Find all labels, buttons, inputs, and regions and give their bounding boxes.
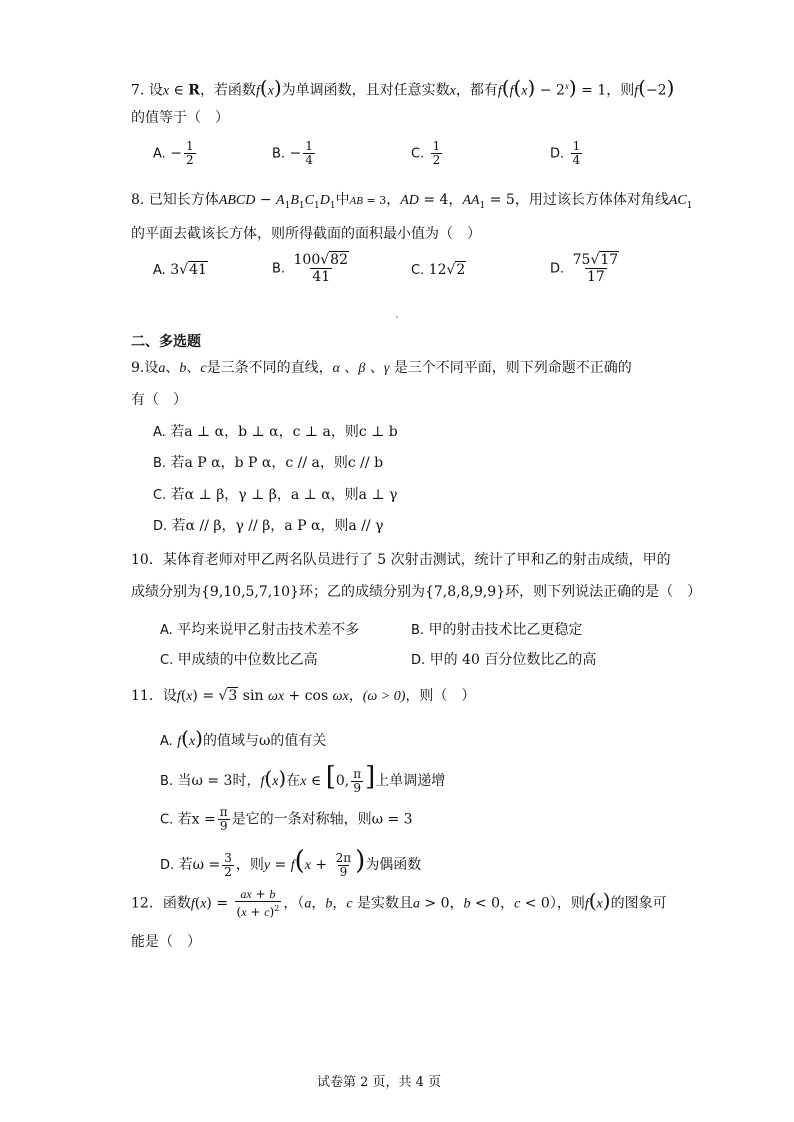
q10-line2: 成绩分别为{9,10,5,7,10}环；乙的成绩分别为{7,8,8,9,9}环，则下列说法正确的是（ ） (131, 584, 702, 600)
q12-line2: 能是（ ） (131, 934, 201, 950)
q11-option-c[interactable]: C. 若x = $\frac{\pi}{9}$ 是它的一条对称轴，则ω = 3 (160, 805, 413, 833)
q8-option-a[interactable]: A. 3√41 (153, 262, 207, 278)
q7-number: 7. (131, 82, 145, 99)
q8-option-b[interactable]: B. $\frac{100√82}{41}$ (272, 252, 348, 285)
q11-option-b[interactable]: B. 当ω = 3时，f(x)在x ∈ [0, $\frac{\pi}{9}$ ]上单调递增 (160, 762, 446, 795)
q10-option-a[interactable]: A. 平均来说甲乙射击技术差不多 (160, 622, 360, 638)
q8-option-c[interactable]: C. 12√2 (411, 262, 466, 278)
q8-line1: 8. 已知长方体ABCD − $A_1B_1C_1D_1$中AB = 3，AD = 4，$AA_1 = 5$，用过该长方体体对角线$AC_1$ (131, 192, 693, 211)
q8-line2: 的平面去截该长方体，则所得截面的面积最小值为（ ） (131, 226, 481, 242)
q7-option-b[interactable]: B. − $\frac{1}{4}$ (272, 139, 313, 167)
q9-option-b[interactable]: B. 若a P α，b P α，c // a，则c // b (153, 455, 384, 471)
q7-option-a[interactable]: A. − $\frac{1}{2}$ (153, 139, 194, 167)
q9-option-d[interactable]: D. 若α // β，γ // β，a P α，则a // γ (153, 518, 384, 534)
q9-line2: 有（ ） (131, 392, 187, 408)
q8-option-d[interactable]: D. $\frac{75√17}{17}$ (550, 252, 619, 285)
section-title-multi-choice: 二、多选题 (131, 334, 201, 350)
q11-line1: 11．设f(x) = √3 sin ωx + cos ωx，(ω > 0)，则（ ） (131, 688, 476, 704)
q9-option-c[interactable]: C. 若α ⊥ β，γ ⊥ β，a ⊥ α，则a ⊥ γ (153, 487, 398, 503)
q7-line1: 7. 设x ∈ R，若函数f(x)为单调函数，且对任意实数x，都有$f(f(x) - 2^x) = 1$，则f(−2) (131, 75, 675, 100)
q7-option-c[interactable]: C. $\frac{1}{2}$ (411, 139, 441, 167)
q7-line2: 的值等于（ ） (131, 110, 229, 126)
q7-option-d[interactable]: D. $\frac{1}{4}$ (550, 139, 581, 167)
scan-dot (396, 316, 398, 318)
q10-option-d[interactable]: D. 甲的 40 百分位数比乙的高 (411, 652, 597, 668)
q10-option-c[interactable]: C. 甲成绩的中位数比乙高 (160, 652, 318, 668)
q11-option-a[interactable]: A. f(x)的值域与ω的值有关 (160, 726, 327, 750)
q9-line1: 9.设a、b、c是三条不同的直线，α 、β 、γ 是三个不同平面，则下列命题不正确的 (131, 360, 632, 376)
q9-option-a[interactable]: A. 若a ⊥ α，b ⊥ α，c ⊥ a，则c ⊥ b (153, 424, 398, 440)
q10-option-b[interactable]: B. 甲的射击技术比乙更稳定 (411, 622, 583, 638)
page-footer: 试卷第 2 页，共 4 页 (317, 1075, 442, 1090)
q12-line1: 12．函数f(x) = $\frac{ax + b}{(x + c)^2}$ ，（a，b，c 是实数且a > 0，b < 0，c < 0），则f(x)的图象可 (131, 887, 667, 919)
q10-line1: 10．某体育老师对甲乙两名队员进行了 5 次射击测试，统计了甲和乙的射击成绩，甲的 (131, 552, 671, 568)
q11-option-d[interactable]: D. 若ω = $\frac{3}{2}$ ，则y = f(x + $\frac{2\pi}{9}$ )为偶函数 (160, 846, 422, 879)
